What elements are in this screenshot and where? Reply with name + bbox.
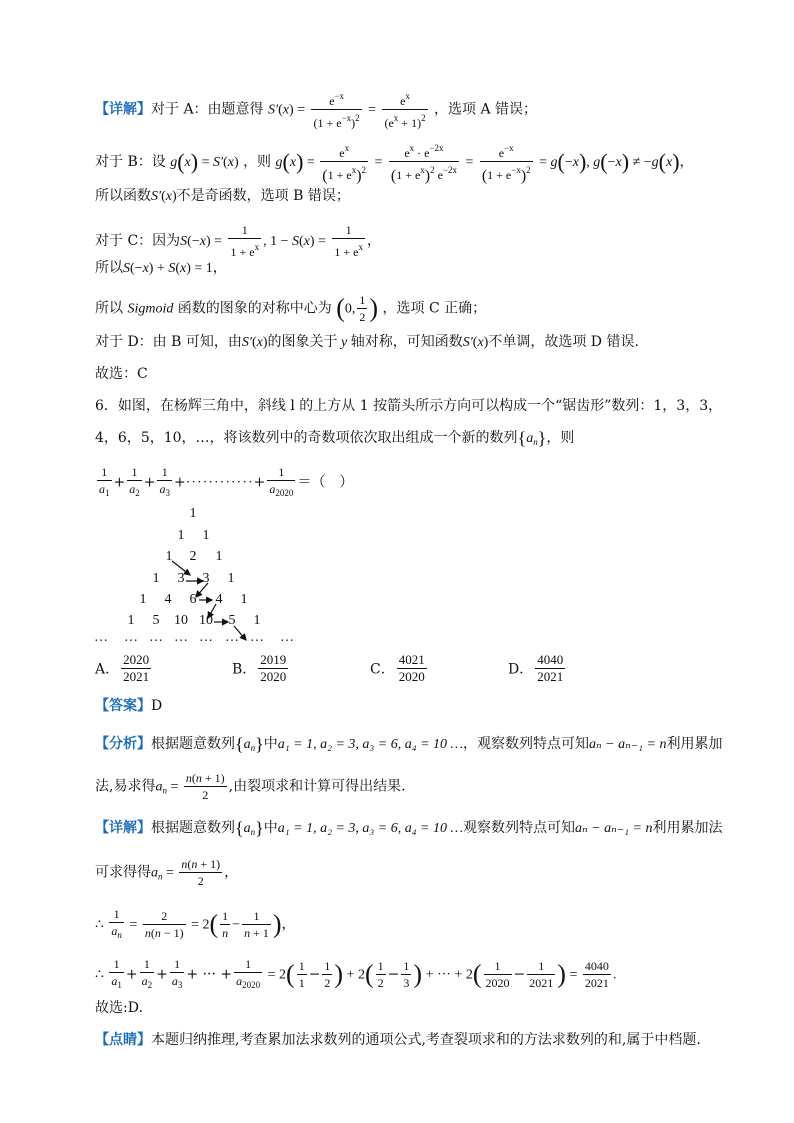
answer-value: D <box>151 698 163 714</box>
tri-cell: 1 <box>253 613 261 628</box>
analysis-line1: 【分析】根据题意数列$\{a_n\}$中a₁ = 1, a₂ = 3, a₃ = 6, a₄ = 10 …，观察数列特点可知aₙ − aₙ₋₁ = n利用累加 <box>95 734 723 754</box>
analysis-line2: 法,易求得$a_n$ = $\frac{n(n + 1)}{2}$ ,由裂项求和计算可得出结果. <box>95 771 406 802</box>
tri-cell: 1 <box>165 549 173 564</box>
tri-cell: 1 <box>127 613 135 628</box>
tri-cell: 1 <box>139 592 147 607</box>
option-c-den: 2020 <box>398 669 425 684</box>
q6-sum-tail: ＝（ ） <box>297 474 354 491</box>
detail-c3-line: 所以 Sigmoid 函数的图象的对称中心为 (0, $\frac{1}{2}$ ) ，选项 C 正确； <box>95 293 487 324</box>
analysis-rel: aₙ − aₙ₋₁ = n <box>589 737 667 752</box>
sigmoid-name: Sigmoid <box>127 301 174 317</box>
option-a-num: 2020 <box>123 652 150 667</box>
tri-cell: 1 <box>189 506 197 521</box>
detail1-answer: 故选：C <box>95 366 148 382</box>
detail-a-suffix: ，选项 A 错误； <box>434 101 538 118</box>
detail2-text1: 根据题意数列 <box>151 820 235 836</box>
detail-c-line: 对于 C：因为S(−x) = $\frac{1}{1 + e^x}$ , 1 − S(x) = $\frac{1}{1 + e^x}$ ， <box>95 223 381 259</box>
arrow-3-to-6 <box>196 583 208 597</box>
tri-cell: 6 <box>189 592 197 607</box>
tri-cell: 10 <box>174 613 188 628</box>
detail2-rel: aₙ − aₙ₋₁ = n <box>575 821 653 836</box>
analysis-text3: ，观察数列特点可知 <box>463 736 589 752</box>
detail-c3-mid: 函数的图象的对称中心为 <box>177 300 332 317</box>
q6-stem-end: ，则 <box>546 430 575 446</box>
detail-b-prefix: 对于 B：设 <box>95 154 166 171</box>
detail-b-mid: ，则 <box>243 154 272 171</box>
tri-cell: 5 <box>228 613 236 628</box>
tri-cell: … <box>199 630 213 645</box>
detail2-seq: a₁ = 1, a₂ = 3, a₃ = 6, a₄ = 10 … <box>277 821 463 836</box>
detail2-tag: 【详解】 <box>95 820 151 836</box>
tri-cell: 4 <box>164 592 172 607</box>
tri-cell: … <box>149 630 163 645</box>
detail-d-line: 对于 D：由 B 可知，由S′(x)的图象关于 y 轴对称，可知函数S′(x)不单调，故选项 D 错误. <box>95 334 639 350</box>
detail-c3-suffix: ，选项 C 正确； <box>382 300 487 317</box>
analysis-text4: 利用累加 <box>666 736 723 752</box>
option-c-num: 4021 <box>398 652 425 667</box>
tri-cell: 3 <box>202 571 210 586</box>
tri-cell: 1 <box>240 592 248 607</box>
tri-cell: 1 <box>152 571 160 586</box>
option-d-label: D． <box>508 661 534 678</box>
detail-d-prefix: 对于 D：由 B 可知，由 <box>95 334 242 350</box>
detail2-text3: 观察数列特点可知 <box>463 820 575 836</box>
detail-d-mid2: 轴对称，可知函数 <box>350 334 463 350</box>
analysis-tag: 【分析】 <box>95 736 151 752</box>
detail-a-prefix: 对于 A：由题意得 <box>151 101 264 118</box>
tri-cell: 4 <box>215 592 223 607</box>
arrow-line-l <box>234 626 246 640</box>
comment-text: 本题归纳推理,考查累加法求数列的通项公式,考查裂项求和的方法求数列的和,属于中档题. <box>151 1032 701 1048</box>
tri-cell: … <box>225 630 239 645</box>
detail-d-mid: 的图象关于 <box>267 334 338 350</box>
option-b-den: 2020 <box>260 669 287 684</box>
detail-b2-suffix: 不是奇函数，选项 B 错误； <box>176 188 350 204</box>
tri-cell: 10 <box>199 613 213 628</box>
analysis-text6: ,由裂项求和计算可得出结果. <box>228 778 406 795</box>
q6-stem-line2: 4，6，5，10，…，将该数列中的奇数项依次取出组成一个新的数列$\{a_n\}$，则 <box>95 428 575 448</box>
detail-c3-prefix: 所以 <box>95 300 123 317</box>
analysis-text5: 法,易求得 <box>95 778 156 795</box>
detail2-text5: 可求得得 <box>95 864 151 881</box>
detail2-line4: ∴ $\frac{1}{a_1}$ + $\frac{1}{a_2}$ + $\frac{1}{a_3}$ + ··· + $\frac{1}{a_{2020}}$ = 2( $\frac{1}{1}$ − $\frac{1}{2}$ ) + 2( $\frac{1}{2}$ − $\frac{1}{3}$ ) + ··· + 2( $\frac{1}{2020}$ − $\frac{1}{2021}$ ) = $\frac{4040}{2021}$ . <box>95 957 617 990</box>
analysis-text1: 根据题意数列 <box>151 736 235 752</box>
detail-b2-line: 所以函数S′(x)不是奇函数，选项 B 错误； <box>95 188 350 204</box>
option-a[interactable] <box>95 652 153 685</box>
detail-c2-line: 所以S(−x) + S(x) = 1， <box>95 260 227 276</box>
detail-b-line: 对于 B：设 g(x) = S′(x) ，则 g(x) = $\frac{e^x}{(1 + e^x)^2}$ = $\frac{e^x \cdot e^{-2x}}{(1 + e^x)^2 e^{-2x}}$ = $\frac{e^{-x}}{(1 + e^{-x})^2}$ = g(−x), g(−x) ≠ −g(x)， <box>95 140 694 184</box>
detail-tag: 【详解】 <box>95 101 151 118</box>
q6-stem-text: 4，6，5，10，…，将该数列中的奇数项依次取出组成一个新的数列 <box>95 430 518 446</box>
detail2-line2: 可求得得$a_n$ = $\frac{n(n + 1)}{2}$ ， <box>95 857 239 888</box>
detail-c2-prefix: 所以 <box>95 260 123 276</box>
detail-b2-prefix: 所以函数 <box>95 188 151 204</box>
detail2-therefore-suffix: ， <box>281 916 296 933</box>
tri-cell: … <box>124 630 138 645</box>
option-c-label: C． <box>370 661 395 678</box>
tri-cell: … <box>280 630 294 645</box>
option-b-label: B． <box>232 661 257 678</box>
option-a-label: A． <box>95 661 120 678</box>
q6-sum-expression: $\frac{1}{a_1}$ + $\frac{1}{a_2}$ + $\frac{1}{a_3}$ +············+ $\frac{1}{a_{2020}}$ ＝（ ） <box>99 465 354 498</box>
option-d[interactable] <box>508 652 567 685</box>
detail-b-suffix: ， <box>679 154 694 171</box>
tri-cell: 1 <box>227 571 235 586</box>
tri-cell: 1 <box>215 549 223 564</box>
arrow-1-to-3 <box>172 561 190 575</box>
comment-line <box>95 1030 701 1050</box>
option-a-den: 2021 <box>123 669 150 684</box>
detail-d-suffix: 不单调，故选项 D 错误. <box>488 334 639 350</box>
tri-cell: … <box>174 630 188 645</box>
detail2-line3: ∴ $\frac{1}{a_n}$ = $\frac{2}{n(n - 1)}$ = 2( $\frac{1}{n}$ − $\frac{1}{n + 1}$ )， <box>95 907 296 940</box>
detail-a-line: 【详解】对于 A：由题意得 S′(x) = $\frac{e^{-x}}{(1 + e^{-x})^2}$ = $\frac{e^x}{(e^x + 1)^2}$ ，选项 A 错误； <box>95 88 537 131</box>
tri-cell: … <box>94 630 108 645</box>
detail2-text4: 利用累加法 <box>652 820 723 836</box>
analysis-text2: 中 <box>263 736 278 752</box>
detail2-text2: 中 <box>263 820 278 836</box>
tri-cell: 1 <box>177 528 185 543</box>
comment-tag: 【点睛】 <box>95 1032 151 1048</box>
detail2-answer: 故选:D. <box>95 1000 143 1016</box>
tri-cell: 1 <box>202 528 210 543</box>
tri-cell: 3 <box>177 571 185 586</box>
option-b[interactable] <box>232 652 290 685</box>
tri-cell: 2 <box>189 549 197 564</box>
detail-c-prefix: 对于 C：因为 <box>95 233 181 249</box>
detail2-line1: 【详解】根据题意数列$\{a_n\}$中a₁ = 1, a₂ = 3, a₃ = 6, a₄ = 10 …观察数列特点可知aₙ − aₙ₋₁ = n利用累加法 <box>95 818 723 838</box>
option-d-num: 4040 <box>537 652 564 667</box>
detail2-text6: ， <box>224 864 239 881</box>
option-b-num: 2019 <box>260 652 287 667</box>
option-d-den: 2021 <box>537 669 564 684</box>
option-c[interactable] <box>370 652 429 685</box>
detail-c2-suffix: ， <box>212 260 227 276</box>
tri-cell: 5 <box>152 613 160 628</box>
answer-line <box>95 696 162 716</box>
q6-stem-line1: 6．如图，在杨辉三角中，斜线 l 的上方从 1 按箭头所示方向可以构成一个“锯齿形”数列：1，3，3， <box>95 398 723 414</box>
detail-c-suffix: ， <box>366 233 381 249</box>
analysis-seq: a₁ = 1, a₂ = 3, a₃ = 6, a₄ = 10 … <box>277 737 463 752</box>
answer-tag: 【答案】 <box>95 698 151 714</box>
tri-cell: … <box>250 630 264 645</box>
arrow-4-to-10 <box>208 604 216 618</box>
